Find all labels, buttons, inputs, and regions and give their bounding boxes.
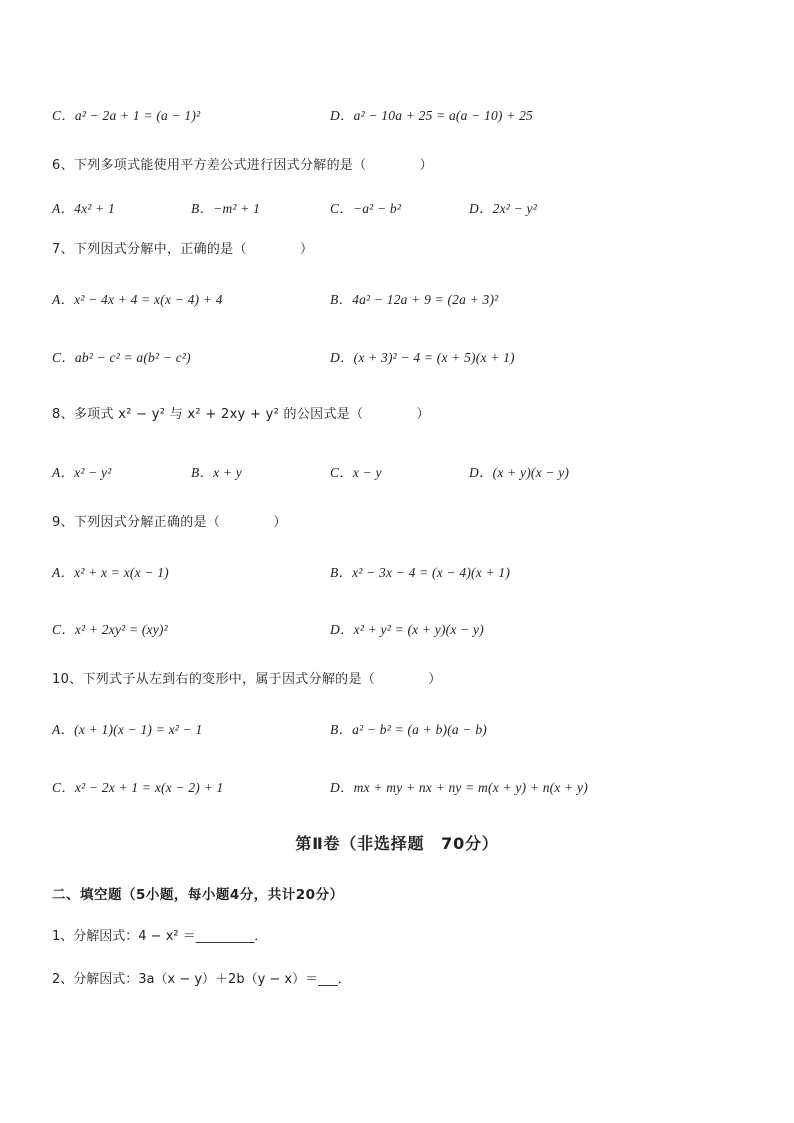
q7-stem: 7、下列因式分解中，正确的是（ ） xyxy=(52,242,314,257)
q7-option-d: D．(x + 3)² − 4 = (x + 5)(x + 1) xyxy=(330,350,515,365)
q6-option-b: B．−m² + 1 xyxy=(191,201,261,216)
q10-option-b: B．a² − b² = (a + b)(a − b) xyxy=(330,722,487,737)
q9-option-a: A．x² + x = x(x − 1) xyxy=(52,565,169,580)
part-two-title: 第Ⅱ卷（非选择题 70分） xyxy=(295,834,499,853)
q8-option-c: C．x − y xyxy=(330,465,382,480)
q7-option-a: A．x² − 4x + 4 = x(x − 4) + 4 xyxy=(52,292,223,307)
q10-option-a: A．(x + 1)(x − 1) = x² − 1 xyxy=(52,722,203,737)
q10-option-c: C．x² − 2x + 1 = x(x − 2) + 1 xyxy=(52,780,224,795)
q5-option-c: C．a² − 2a + 1 = (a − 1)² xyxy=(52,108,201,123)
q8-option-a: A．x² − y² xyxy=(52,465,112,480)
q9-option-b: B．x² − 3x − 4 = (x − 4)(x + 1) xyxy=(330,565,511,580)
q10-option-d: D．mx + my + nx + ny = m(x + y) + n(x + y) xyxy=(330,780,588,795)
fill-question-1: 1、分解因式：4 − x² ＝_________． xyxy=(52,929,268,944)
q6-option-d: D．2x² − y² xyxy=(469,201,537,216)
q5-option-d: D．a² − 10a + 25 = a(a − 10) + 25 xyxy=(330,108,533,123)
q6-option-a: A．4x² + 1 xyxy=(52,201,115,216)
q6-option-c: C．−a² − b² xyxy=(330,201,402,216)
fill-question-2: 2、分解因式：3a（x − y）＋2b（y − x）＝___． xyxy=(52,972,351,987)
section-two-heading: 二、填空题（5小题，每小题4分，共计20分） xyxy=(52,887,344,903)
q8-stem: 8、多项式 x² − y² 与 x² + 2xy + y² 的公因式是（ ） xyxy=(52,407,430,422)
q10-stem: 10、下列式子从左到右的变形中，属于因式分解的是（ ） xyxy=(52,672,442,687)
q8-option-b: B．x + y xyxy=(191,465,242,480)
q7-option-b: B．4a² − 12a + 9 = (2a + 3)² xyxy=(330,292,499,307)
q9-option-c: C．x² + 2xy² = (xy)² xyxy=(52,622,168,637)
q9-stem: 9、下列因式分解正确的是（ ） xyxy=(52,515,287,530)
q9-option-d: D．x² + y² = (x + y)(x − y) xyxy=(330,622,484,637)
q6-stem: 6、下列多项式能使用平方差公式进行因式分解的是（ ） xyxy=(52,158,433,173)
q8-option-d: D．(x + y)(x − y) xyxy=(469,465,570,480)
q7-option-c: C．ab² − c² = a(b² − c²) xyxy=(52,350,191,365)
